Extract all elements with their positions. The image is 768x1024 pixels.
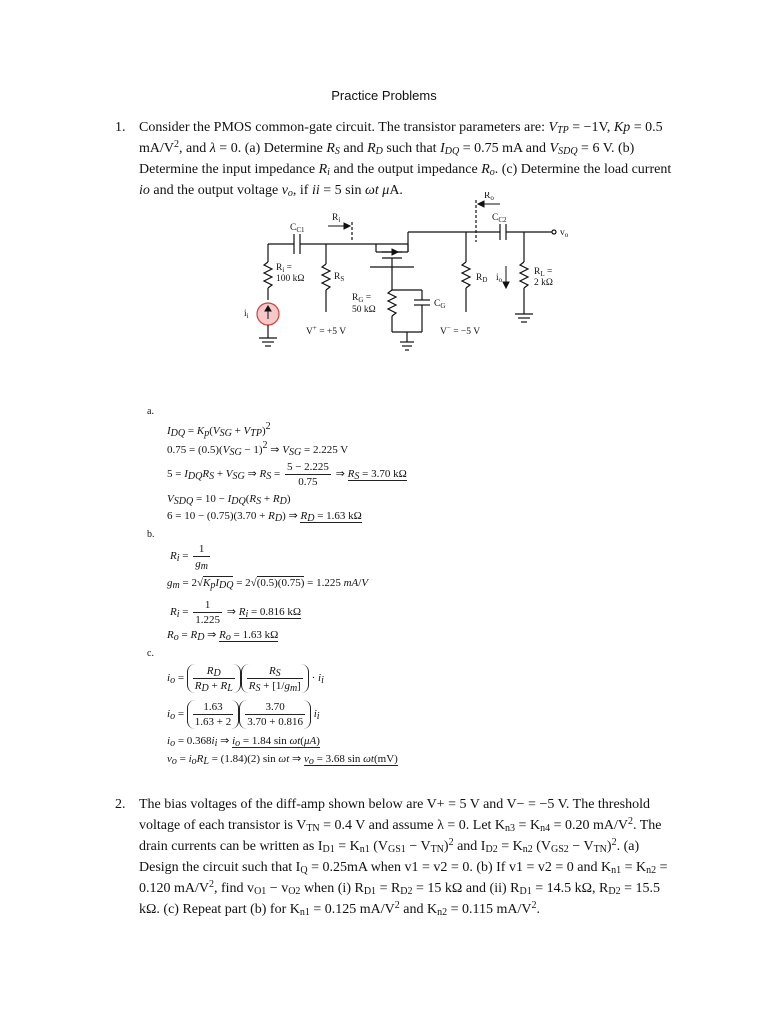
svg-text:Ri =: $R_i$ = <box>276 263 293 274</box>
eq-b3: $R_i$ = $\frac{1}{1.225}$ ⇒ $R_i = 0.816$ kΩ <box>170 599 302 626</box>
ii-label: i <box>244 309 247 319</box>
eq-a2: $0.75 = (0.5)(V_{SG} - 1)^2$ ⇒ $V_{SG} = 2.225$ V <box>167 440 349 458</box>
svg-text:RL =: $R_L$ = <box>534 267 553 278</box>
rg-value: 50 kΩ <box>352 305 376 315</box>
part-label-b: b. <box>147 529 155 540</box>
vminus-label: V <box>440 327 447 337</box>
problem-1 <box>115 117 675 201</box>
svg-text:Ri: $R_i$ <box>332 213 341 224</box>
svg-text:ii: $i_i$ <box>244 309 249 320</box>
problem-text: The bias voltages of the diff-amp shown below are V+ = 5 V and V− = −5 V. The threshold voltage of each transistor is $V_{TN} = 0.4$ V and assume λ = 0. Let $K_{n3} = K_{n4} = 0.20$ $mA/V^2$. The drain currents can be written as $I_{D1} = K_{n1}$ $(V_{GS1} - V_{TN})^2$ and $I_{D2} = K_{n2}$ $(V_{GS2} - V_{TN})^2$. (a) Design the circuit such that $I_Q = 0.25mA$ when v1 = v2 = 0. (b) If v1 = v2 = 0 and $K_{n1} = K_{n2} = 0.120$ $mA/V^2$, find $v_{O1} - v_{O2}$ when (i) $R_{D1} = R_{D2} = 15$ kΩ and (ii) $R_{D1} = 14.5$ kΩ, $R_{D2} = 15.5$ kΩ. (c) Repeat part (b) for $K_{n1} = 0.125$ $mA/V^2$ and $K_{n2} = 0.115$ $mA/V^2$. <box>139 797 668 918</box>
svg-text:V+ = +5 V: V+ = +5 V <box>306 324 347 337</box>
rl-label: R <box>534 267 541 277</box>
rg-label: R <box>352 293 359 303</box>
part-label-c: c. <box>147 648 154 659</box>
svg-text:CC2: $C_{C2}$ <box>492 213 507 224</box>
part-label-a: a. <box>147 406 154 417</box>
ri-resistor-value: 100 kΩ <box>276 274 305 284</box>
eq-b4: $R_o = R_D$ ⇒ $R_o = 1.63$ kΩ <box>167 629 279 643</box>
rl-value: 2 kΩ <box>534 278 553 288</box>
pmos-common-gate-circuit <box>230 192 590 364</box>
rs-label: R <box>334 272 341 282</box>
eq-a1: $I_{DQ} = K_p(V_{SG} + V_{TP})^2$ <box>167 421 271 439</box>
eq-b1: $R_i$ = $\frac{1}{g_m}$ <box>170 543 208 572</box>
ri-label: R <box>332 213 339 223</box>
problem-number: 1. <box>115 120 126 135</box>
ro-label: R <box>484 192 491 201</box>
svg-text:RD: $R_D$ <box>476 273 488 284</box>
svg-text:RS: $R_S$ <box>334 272 345 283</box>
eq-c2: $i_o$ = $\frac{1.63}{1.63 + 2}$ $\frac{3.70}{3.70 + 0.816}$ $i_i$ <box>167 701 320 728</box>
vo-label: v <box>560 228 565 238</box>
eq-a3: $5 = I_{DQ}R_S + V_{SG}$ ⇒ $R_S$ = $\frac{5 - 2.225}{0.75}$ ⇒ $R_S = 3.70$ kΩ <box>167 461 407 488</box>
svg-text:CC1: $C_{C1}$ <box>290 223 305 234</box>
svg-text:Ro: $R_o$ <box>484 192 494 202</box>
eq-c1: $i_o$ = $\frac{R_D}{R_D + R_L}$ $\frac{R_S}{R_S + [1/g_m]}$ · $i_i$ <box>167 665 324 694</box>
eq-a4: $V_{SDQ} = 10 - I_{DQ}(R_S + R_D)$ <box>167 493 291 507</box>
eq-a5: $6 = 10 - (0.75)(3.70 + R_D)$ ⇒ $R_D = 1.63$ kΩ <box>167 510 362 524</box>
svg-text:RG =: $R_G$ = <box>352 293 372 304</box>
svg-text:V− = −5 V: V− = −5 V <box>440 324 481 337</box>
svg-text:vo: $v_o$ <box>560 228 569 239</box>
rd-label: R <box>476 273 483 283</box>
svg-text:CG: $C_G$ <box>434 299 446 310</box>
io-label: i <box>496 273 499 283</box>
svg-text:io: $i_o$ <box>496 273 503 284</box>
cc2-label: C <box>492 213 499 223</box>
problem-2 <box>115 794 675 920</box>
vplus-label: V <box>306 327 313 337</box>
eq-c4: $v_o = i_oR_L = (1.84)(2)$ sin ωt ⇒ $v_o = 3.68$ sin ωt(mV) <box>167 753 398 767</box>
page-title: Practice Problems <box>331 88 437 103</box>
problem-text: Consider the PMOS common-gate circuit. The transistor parameters are: $V_{TP} = -1V$, Kp = 0.5 $mA/V^2$, and λ = 0. (a) Determine $R_S$ and $R_D$ such that $I_{DQ} = 0.75$ mA and $V_{SDQ} = 6$ V. (b) Determine the input impedance $R_i$ and the output impedance $R_o$. (c) Determine the load current io and the output voltage $v_o$, if ii = 5 sin ωt μA. <box>139 120 672 199</box>
problem-number: 2. <box>115 797 126 812</box>
ri-resistor-label: R <box>276 263 283 273</box>
cc1-label: C <box>290 223 297 233</box>
eq-b2: $g_m = 2√K_pI_{DQ} = 2√(0.5)(0.75) = 1.225$ mA/V <box>167 577 369 591</box>
eq-c3: $i_o = 0.368i_i$ ⇒ $i_o = 1.84$ sin ωt(μA) <box>167 735 320 749</box>
cg-label: C <box>434 299 441 309</box>
